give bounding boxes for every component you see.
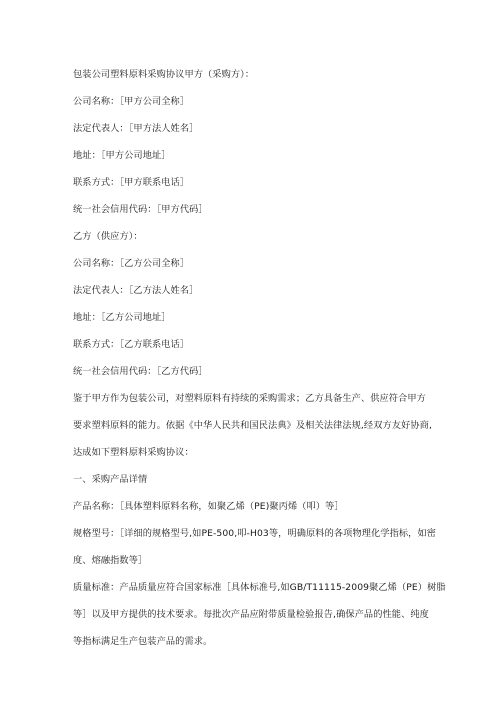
party-a-representative: 法定代表人：［甲方法人姓名］ — [73, 123, 199, 134]
party-a-credit-code: 统一社会信用代码：［甲方代码］ — [73, 204, 208, 215]
preamble-line: 鉴于甲方作为包装公司，对塑料原料有持续的采购需求；乙方具备生产、供应符合甲方 — [73, 393, 426, 404]
section-heading: 一、采购产品详情 — [73, 474, 148, 485]
party-a-address: 地址：［甲方公司地址］ — [73, 150, 171, 161]
preamble-line: 要求塑料原料的能力。依据《中华人民共和国民法典》及相关法律法规,经双方友好协商, — [73, 420, 432, 431]
party-b-representative: 法定代表人：［乙方法人姓名］ — [73, 285, 199, 296]
party-b-heading: 乙方（供应方）： — [73, 231, 143, 242]
preamble-line: 达成如下塑料原料采购协议： — [73, 447, 194, 458]
product-name: 产品名称：［具体塑料原料名称，如聚乙烯（PE)聚丙烯（叩）等］ — [73, 501, 344, 512]
party-b-company: 公司名称：［乙方公司全称］ — [73, 258, 190, 269]
spec-line: 度、熔融指数等］ — [73, 555, 148, 566]
party-b-address: 地址：［乙方公司地址］ — [73, 312, 171, 323]
document-title: 包装公司塑料原料采购协议甲方（采购方）： — [73, 69, 255, 80]
party-b-credit-code: 统一社会信用代码：［乙方代码］ — [73, 366, 208, 377]
quality-line: 等］以及甲方提供的技术要求。每批次产品应附带质量检验报告,确保产品的性能、纯度 — [73, 609, 429, 620]
party-a-contact: 联系方式：［甲方联系电话］ — [73, 177, 190, 188]
quality-line: 质量标准：产品质量应符合国家标准［具体标准号,如GB/T11115-2009聚乙烯（PE）树脂 — [73, 582, 446, 593]
party-a-company: 公司名称：［甲方公司全称］ — [73, 96, 190, 107]
spec-line: 规格型号：［详细的规格型号,如PE-500,叩-H03等，明确原料的各项物理化学指标，如密 — [73, 528, 437, 539]
party-b-contact: 联系方式：［乙方联系电话］ — [73, 339, 190, 350]
quality-line: 等指标满足生产包装产品的需求。 — [73, 636, 213, 647]
